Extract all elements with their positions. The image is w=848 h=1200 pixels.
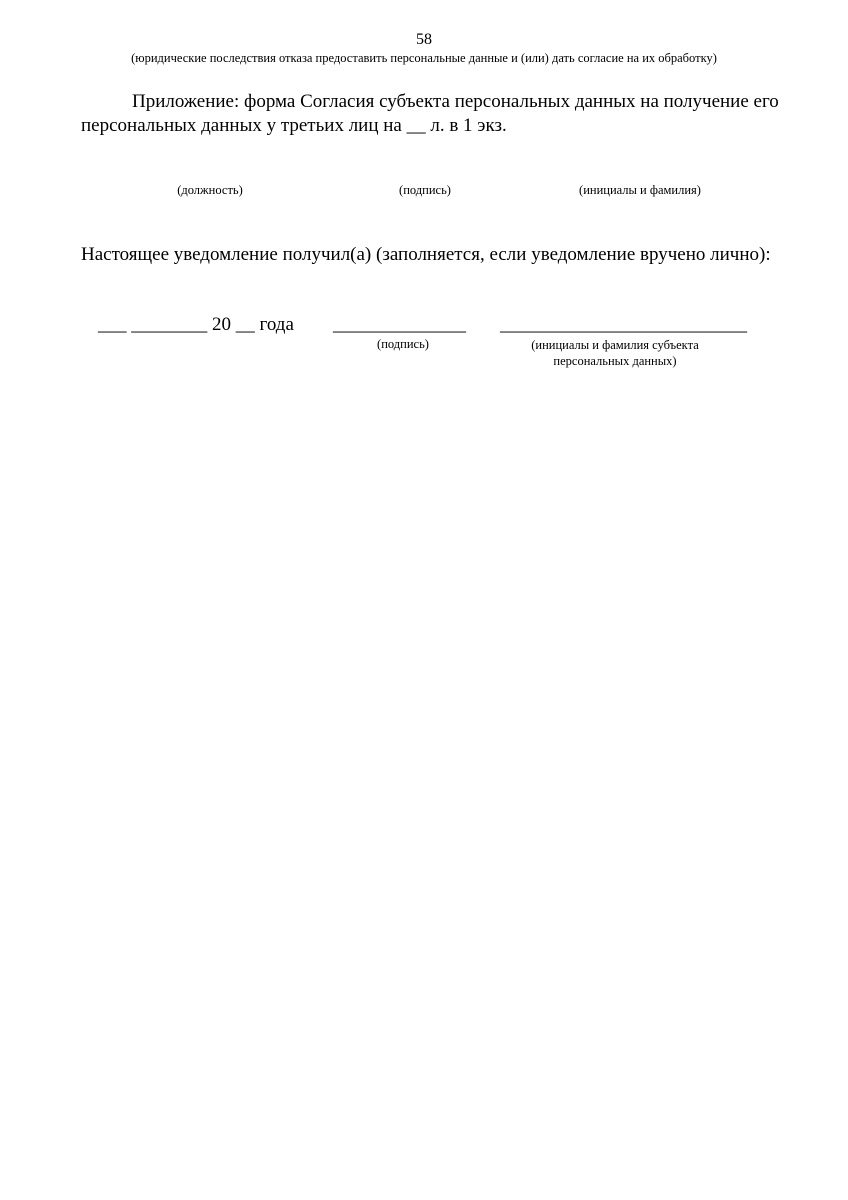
- page-number: 58: [416, 31, 432, 48]
- appendix-text: Приложение: форма Согласия субъекта персональных данных на получение его персональных данных у третьих лиц на __ л. в 1 экз.: [81, 91, 779, 136]
- position-caption: (должность): [177, 183, 243, 197]
- signature-caption: (подпись): [399, 183, 451, 197]
- receipt-name-caption: (инициалы и фамилия субъекта персональных данных): [531, 338, 699, 368]
- receipt-signature-line: ______________: [333, 314, 466, 335]
- appendix-paragraph: [81, 90, 787, 138]
- receipt-name-line: __________________________: [500, 314, 747, 335]
- receipt-date-line: ___ ________ 20 __ года: [98, 314, 294, 335]
- header-note: (юридические последствия отказа предоставить персональные данные и (или) дать согласие на их обработку): [131, 51, 717, 65]
- receipt-signature-caption: (подпись): [377, 337, 429, 351]
- receipt-notice: Настоящее уведомление получил(а) (заполняется, если уведомление вручено лично):: [81, 244, 771, 265]
- name-caption: (инициалы и фамилия): [579, 183, 701, 197]
